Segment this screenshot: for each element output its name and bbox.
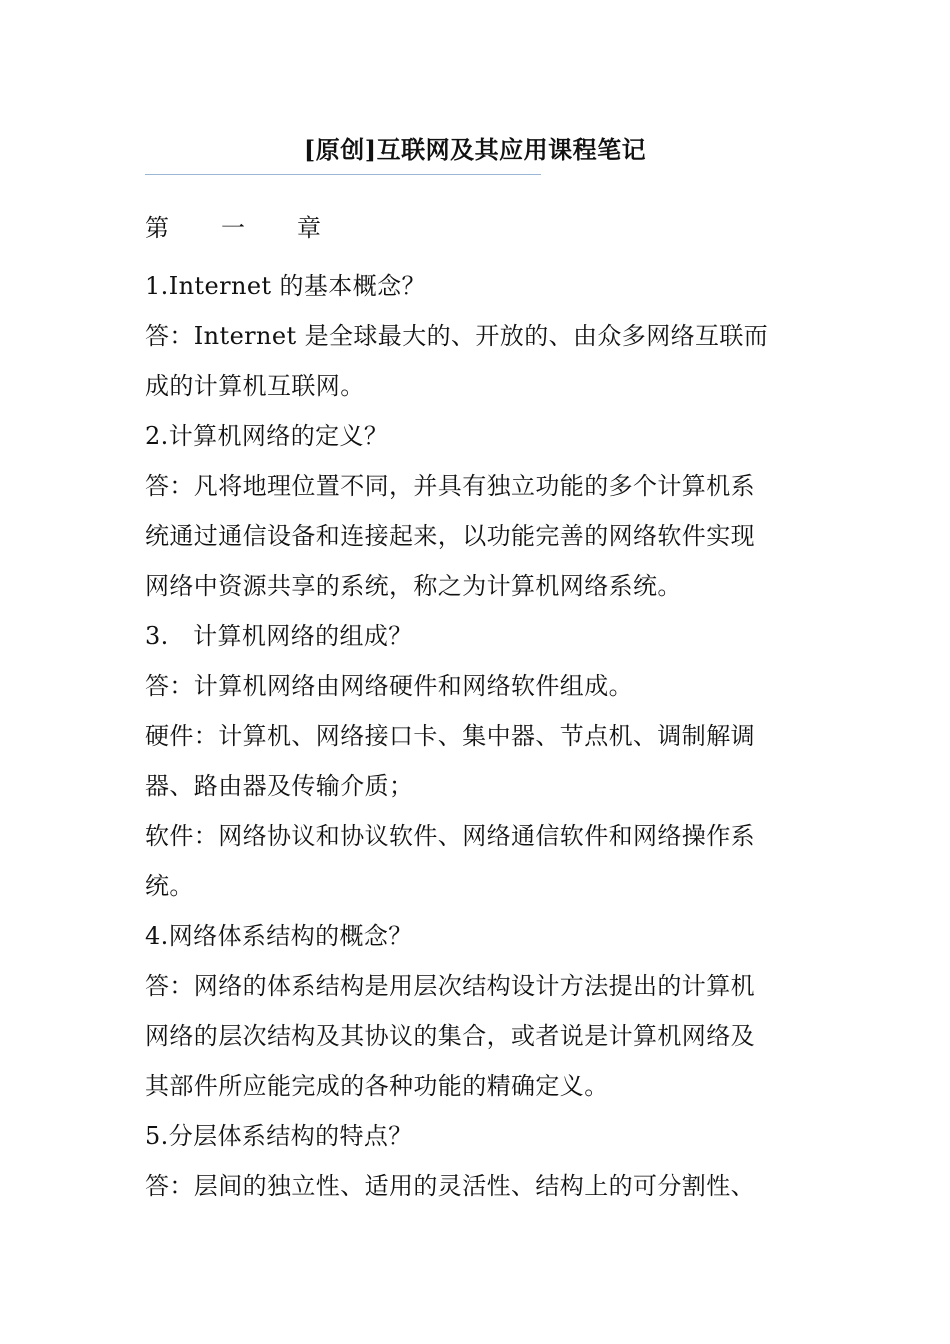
- body-line: 软件：网络协议和协议软件、网络通信软件和网络操作系: [145, 822, 755, 850]
- body-line: 答：计算机网络由网络硬件和网络软件组成。: [145, 672, 633, 700]
- body-line: 答：凡将地理位置不同，并具有独立功能的多个计算机系: [145, 472, 755, 500]
- body-line: 3. 计算机网络的组成？: [145, 622, 413, 650]
- body-line: 2.计算机网络的定义？: [145, 422, 389, 450]
- body-line: 答：层间的独立性、适用的灵活性、结构上的可分割性、: [145, 1172, 755, 1200]
- body-line: 答：Internet 是全球最大的、开放的、由众多网络互联而: [145, 322, 769, 350]
- body-line: 网络中资源共享的系统，称之为计算机网络系统。: [145, 572, 682, 600]
- body-line: 网络的层次结构及其协议的集合，或者说是计算机网络及: [145, 1022, 755, 1050]
- body-line: 硬件：计算机、网络接口卡、集中器、节点机、调制解调: [145, 722, 755, 750]
- body-line: 1.Internet 的基本概念？: [145, 272, 426, 300]
- chapter-heading: 第 一 章: [145, 214, 335, 242]
- body-line: 其部件所应能完成的各种功能的精确定义。: [145, 1072, 609, 1100]
- body-line: 器、路由器及传输介质；: [145, 772, 414, 800]
- body-line: 统。: [145, 872, 194, 900]
- document-body: [145, 203, 810, 1211]
- body-line: 答：网络的体系结构是用层次结构设计方法提出的计算机: [145, 972, 755, 1000]
- body-line: 成的计算机互联网。: [145, 372, 365, 400]
- body-line: 统通过通信设备和连接起来，以功能完善的网络软件实现: [145, 522, 755, 550]
- body-line: 5.分层体系结构的特点？: [145, 1122, 413, 1150]
- body-line: 4.网络体系结构的概念？: [145, 922, 413, 950]
- document-title: [原创]互联网及其应用课程笔记: [303, 135, 647, 164]
- title-underline: [145, 174, 541, 175]
